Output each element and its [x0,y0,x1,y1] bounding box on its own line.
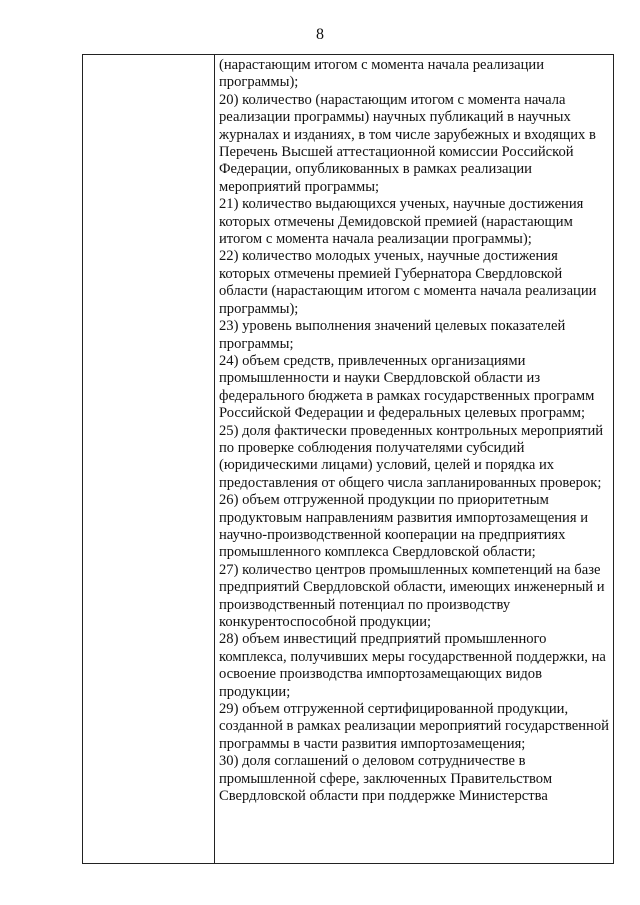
list-item: 27) количество центров промышленных компетенций на базе предприятий Свердловской области, имеющих инженерный и производственный потенциал по производству конкурентоспособной продукции; [219,561,605,630]
list-item: 29) объем отгруженной сертифицированной продукции, созданной в рамках реализации мероприятий государственной программы в части развития импортозамещения; [219,701,609,752]
list-item: 23) уровень выполнения значений целевых показателей программы; [219,318,566,352]
list-item: 30) доля соглашений о деловом сотрудничестве в промышленной сфере, заключенных Правительством Свердловской области при поддержке Министерства [219,753,553,805]
list-item: 26) объем отгруженной продукции по приоритетным продуктовым направлениям развития импортозамещения и научно-производственной кооперации на предприятиях промышленного комплекса Свердловской области; [219,492,589,561]
list-item: 22) количество молодых ученых, научные достижения которых отмечены премией Губернатора Свердловской области (нарастающим итогом с момента начала реализации программы); [219,248,597,317]
indicators-table [82,54,614,864]
list-item: 24) объем средств, привлеченных организациями промышленности и науки Свердловской области из федерального бюджета в рамках государственных программ Российской Федерации и федеральных целевых программ; [219,352,595,422]
list-item: 21) количество выдающихся ученых, научные достижения которых отмечены Демидовской премией (нарастающим итогом с момента начала реализации программы); [219,196,584,248]
left-empty-cell [83,55,215,864]
list-item: (нарастающим итогом с момента начала реализации программы); [219,57,545,91]
page-number: 8 [316,26,324,43]
indicators-cell [215,55,614,864]
list-item: 20) количество (нарастающим итогом с момента начала реализации программы) научных публикаций в научных журналах и изданиях, в том числе зарубежных и входящих в Перечень Высшей аттестационной комиссии Российской Федерации, опубликованных в рамках реализации мероприятий программы; [219,91,596,195]
table-row [83,55,614,864]
list-item: 28) объем инвестиций предприятий промышленного комплекса, получивших меры государственной поддержки, на освоение производства импортозамещающих видов продукции; [219,631,606,700]
list-item: 25) доля фактически проведенных контрольных мероприятий по проверке соблюдения получателями субсидий (юридическими лицами) условий, целей и порядка их предоставления от общего числа запланированных проверок; [219,422,604,491]
